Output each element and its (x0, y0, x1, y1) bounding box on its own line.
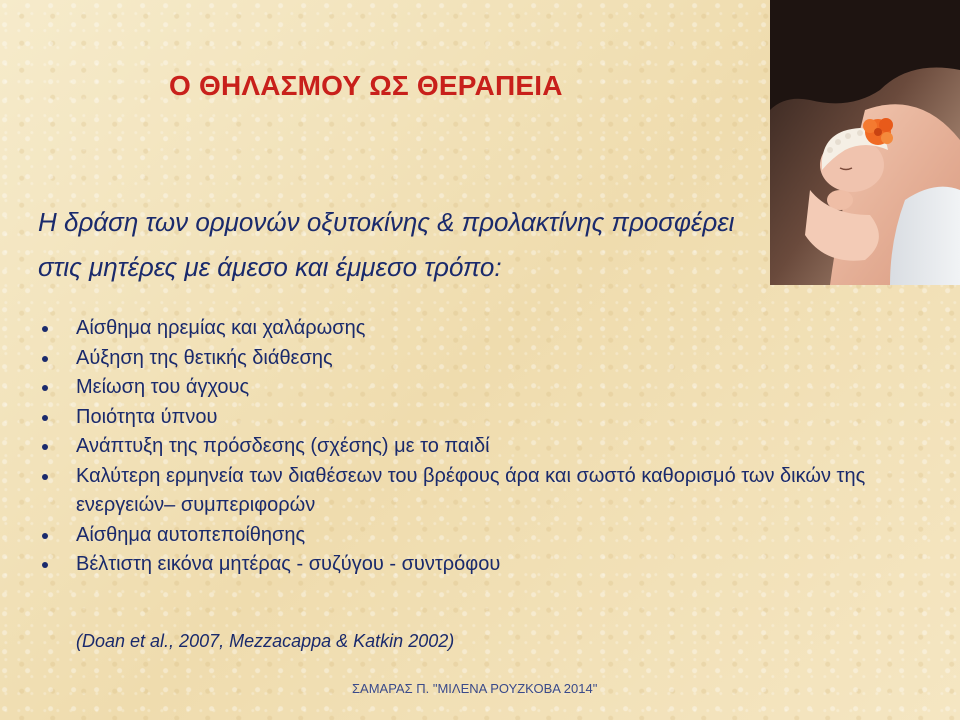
slide-title: Ο ΘΗΛΑΣΜΟΥ ΩΣ ΘΕΡΑΠΕΙΑ (169, 70, 563, 101)
bullet-item: Ποιότητα ύπνου (40, 403, 920, 433)
citation: (Doan et al., 2007, Mezzacappa & Katkin 2002) (76, 631, 455, 651)
breastfeeding-illustration (770, 0, 960, 285)
bullet-item: Ανάπτυξη της πρόσδεσης (σχέσης) με το παιδί (40, 432, 920, 462)
bullet-item: Μείωση του άγχους (40, 373, 920, 403)
bullet-list (40, 314, 920, 580)
bullet-item: Βέλτιστη εικόνα μητέρας - συζύγου - συντρόφου (40, 550, 920, 580)
bullet-item: Αίσθημα ηρεμίας και χαλάρωσης (40, 314, 920, 344)
bullet-item: Αίσθημα αυτοπεποίθησης (40, 521, 920, 551)
bullet-item: Αύξηση της θετικής διάθεσης (40, 344, 920, 374)
intro-text: Η δράση των ορμονών οξυτοκίνης & προλακτίνης προσφέρει στις μητέρες με άμεσο και έμμεσο τρόπο: (38, 207, 735, 282)
breastfeeding-photo (770, 0, 960, 285)
bullet-item: Καλύτερη ερμηνεία των διαθέσεων του βρέφους άρα και σωστό καθορισμό των δικών της ενεργειών– συμπεριφορών (40, 462, 920, 521)
footer-credit: ΣΑΜΑΡΑΣ Π. "ΜΙΛΕΝΑ ΡΟΥΖΚΟΒΑ 2014" (352, 681, 598, 696)
